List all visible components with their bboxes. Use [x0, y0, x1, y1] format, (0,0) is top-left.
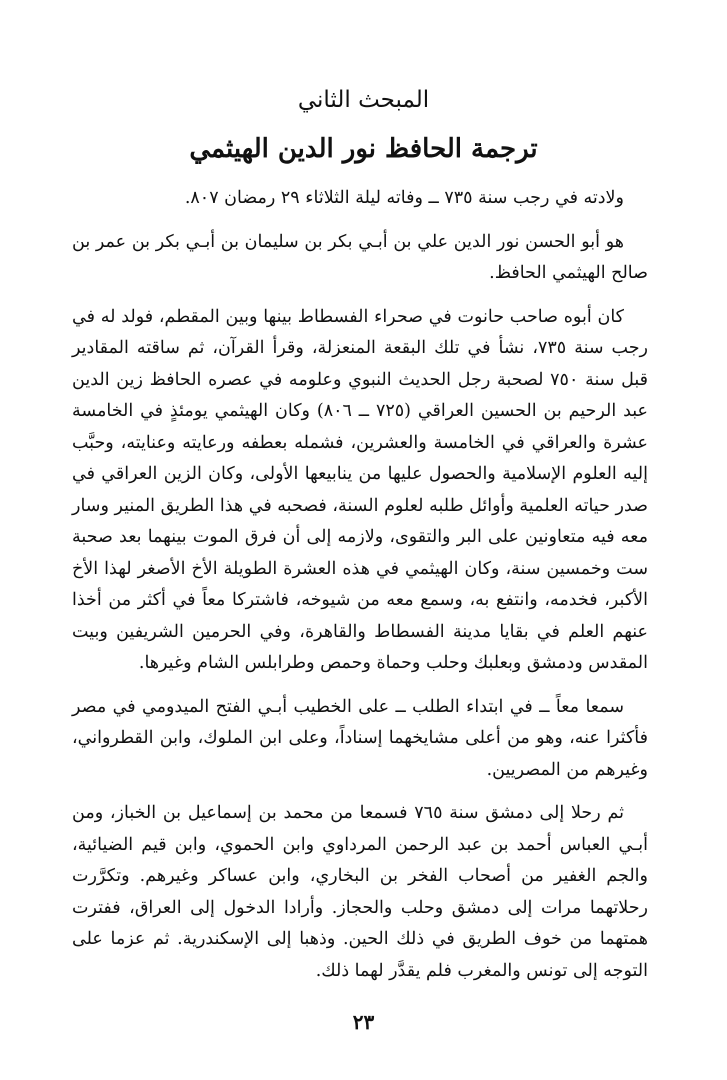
paragraph-upbringing: كان أبوه صاحب حانوت في صحراء الفسطاط بينها وبين المقطم، فولد له في رجب سنة ٧٣٥، نشأ في تلك البقعة المنعزلة، وقرأ القرآن، ثم ساقته المقادير قبل سنة ٧٥٠ لصحبة رجل الحديث النبوي وعلومه في عصره الحافظ زين الدين عبد الرحيم بن الحسين العراقي (٧٢٥ ــ ٨٠٦) وكان الهيثمي يومئذٍ في الخامسة عشرة والعراقي في الخامسة والعشرين، فشمله بعطفه ورعايته وعنايته، وحبَّب إليه العلوم الإسلامية والحصول عليها من ينابيعها الأولى، وكان الزين العراقي في صدر حياته العلمية وأوائل طلبه لعلوم السنة، فصحبه في هذا الطريق المنير وسار معه فيه متعاونين على البر والتقوى، ولازمه إلى أن فرق الموت بينهما بعد صحبة ست وخمسين سنة، وكان الهيثمي في هذه العشرة الطويلة الأخ الأصغر لهذا الأخ الأكبر، فخدمه، وانتفع به، وسمع معه من شيوخه، فاشتركا معاً في أكثر من أخذا عنهم العلم في بقايا مدينة الفسطاط والقاهرة، وفي الحرمين الشريفين وبيت المقدس ودمشق وبعلبك وحلب وحماة وحمص وطرابلس الشام وغيرها.: [72, 306, 649, 673]
body-text: [72, 183, 648, 999]
section-label: المبحث الثاني: [297, 87, 430, 113]
chapter-title: ترجمة الحافظ نور الدين الهيثمي: [189, 134, 538, 164]
paragraph-travels: ثم رحلا إلى دمشق سنة ٧٦٥ فسمعا من محمد بن إسماعيل بن الخباز، ومن أبـي العباس أحمد بن عبد الرحمن المرداوي وابن الحموي، وابن قيم الضيائية، والجم الغفير من أصحاب الفخر بن البخاري، وابن عساكر وغيرهم. وتكرَّرت رحلاتهما مرات إلى دمشق وحلب والحجاز. وأرادا الدخول إلى العراق، ففترت همتهما من خوف الطريق في ذلك الحين. وذهبا إلى الإسكندرية. ثم عزما على التوجه إلى تونس والمغرب فلم يقدَّر لهما ذلك.: [72, 803, 648, 981]
page-number: ٢٣: [352, 1010, 375, 1034]
paragraph-birth-death: ولادته في رجب سنة ٧٣٥ ــ وفاته ليلة الثلاثاء ٢٩ رمضان ٨٠٧.: [184, 188, 624, 208]
paragraph-lineage: هو أبو الحسن نور الدين علي بن أبـي بكر بن سليمان بن أبـي بكر بن عمر بن صالح الهيثمي الحافظ.: [72, 231, 648, 283]
paragraph-early-studies: سمعا معاً ــ في ابتداء الطلب ــ على الخطيب أبـي الفتح الميدومي في مصر فأكثرا عنه، وهو من أعلى مشايخهما إسناداً، وعلى ابن الملوك، وابن القطرواني، وغيرهم من المصريين.: [72, 696, 648, 780]
